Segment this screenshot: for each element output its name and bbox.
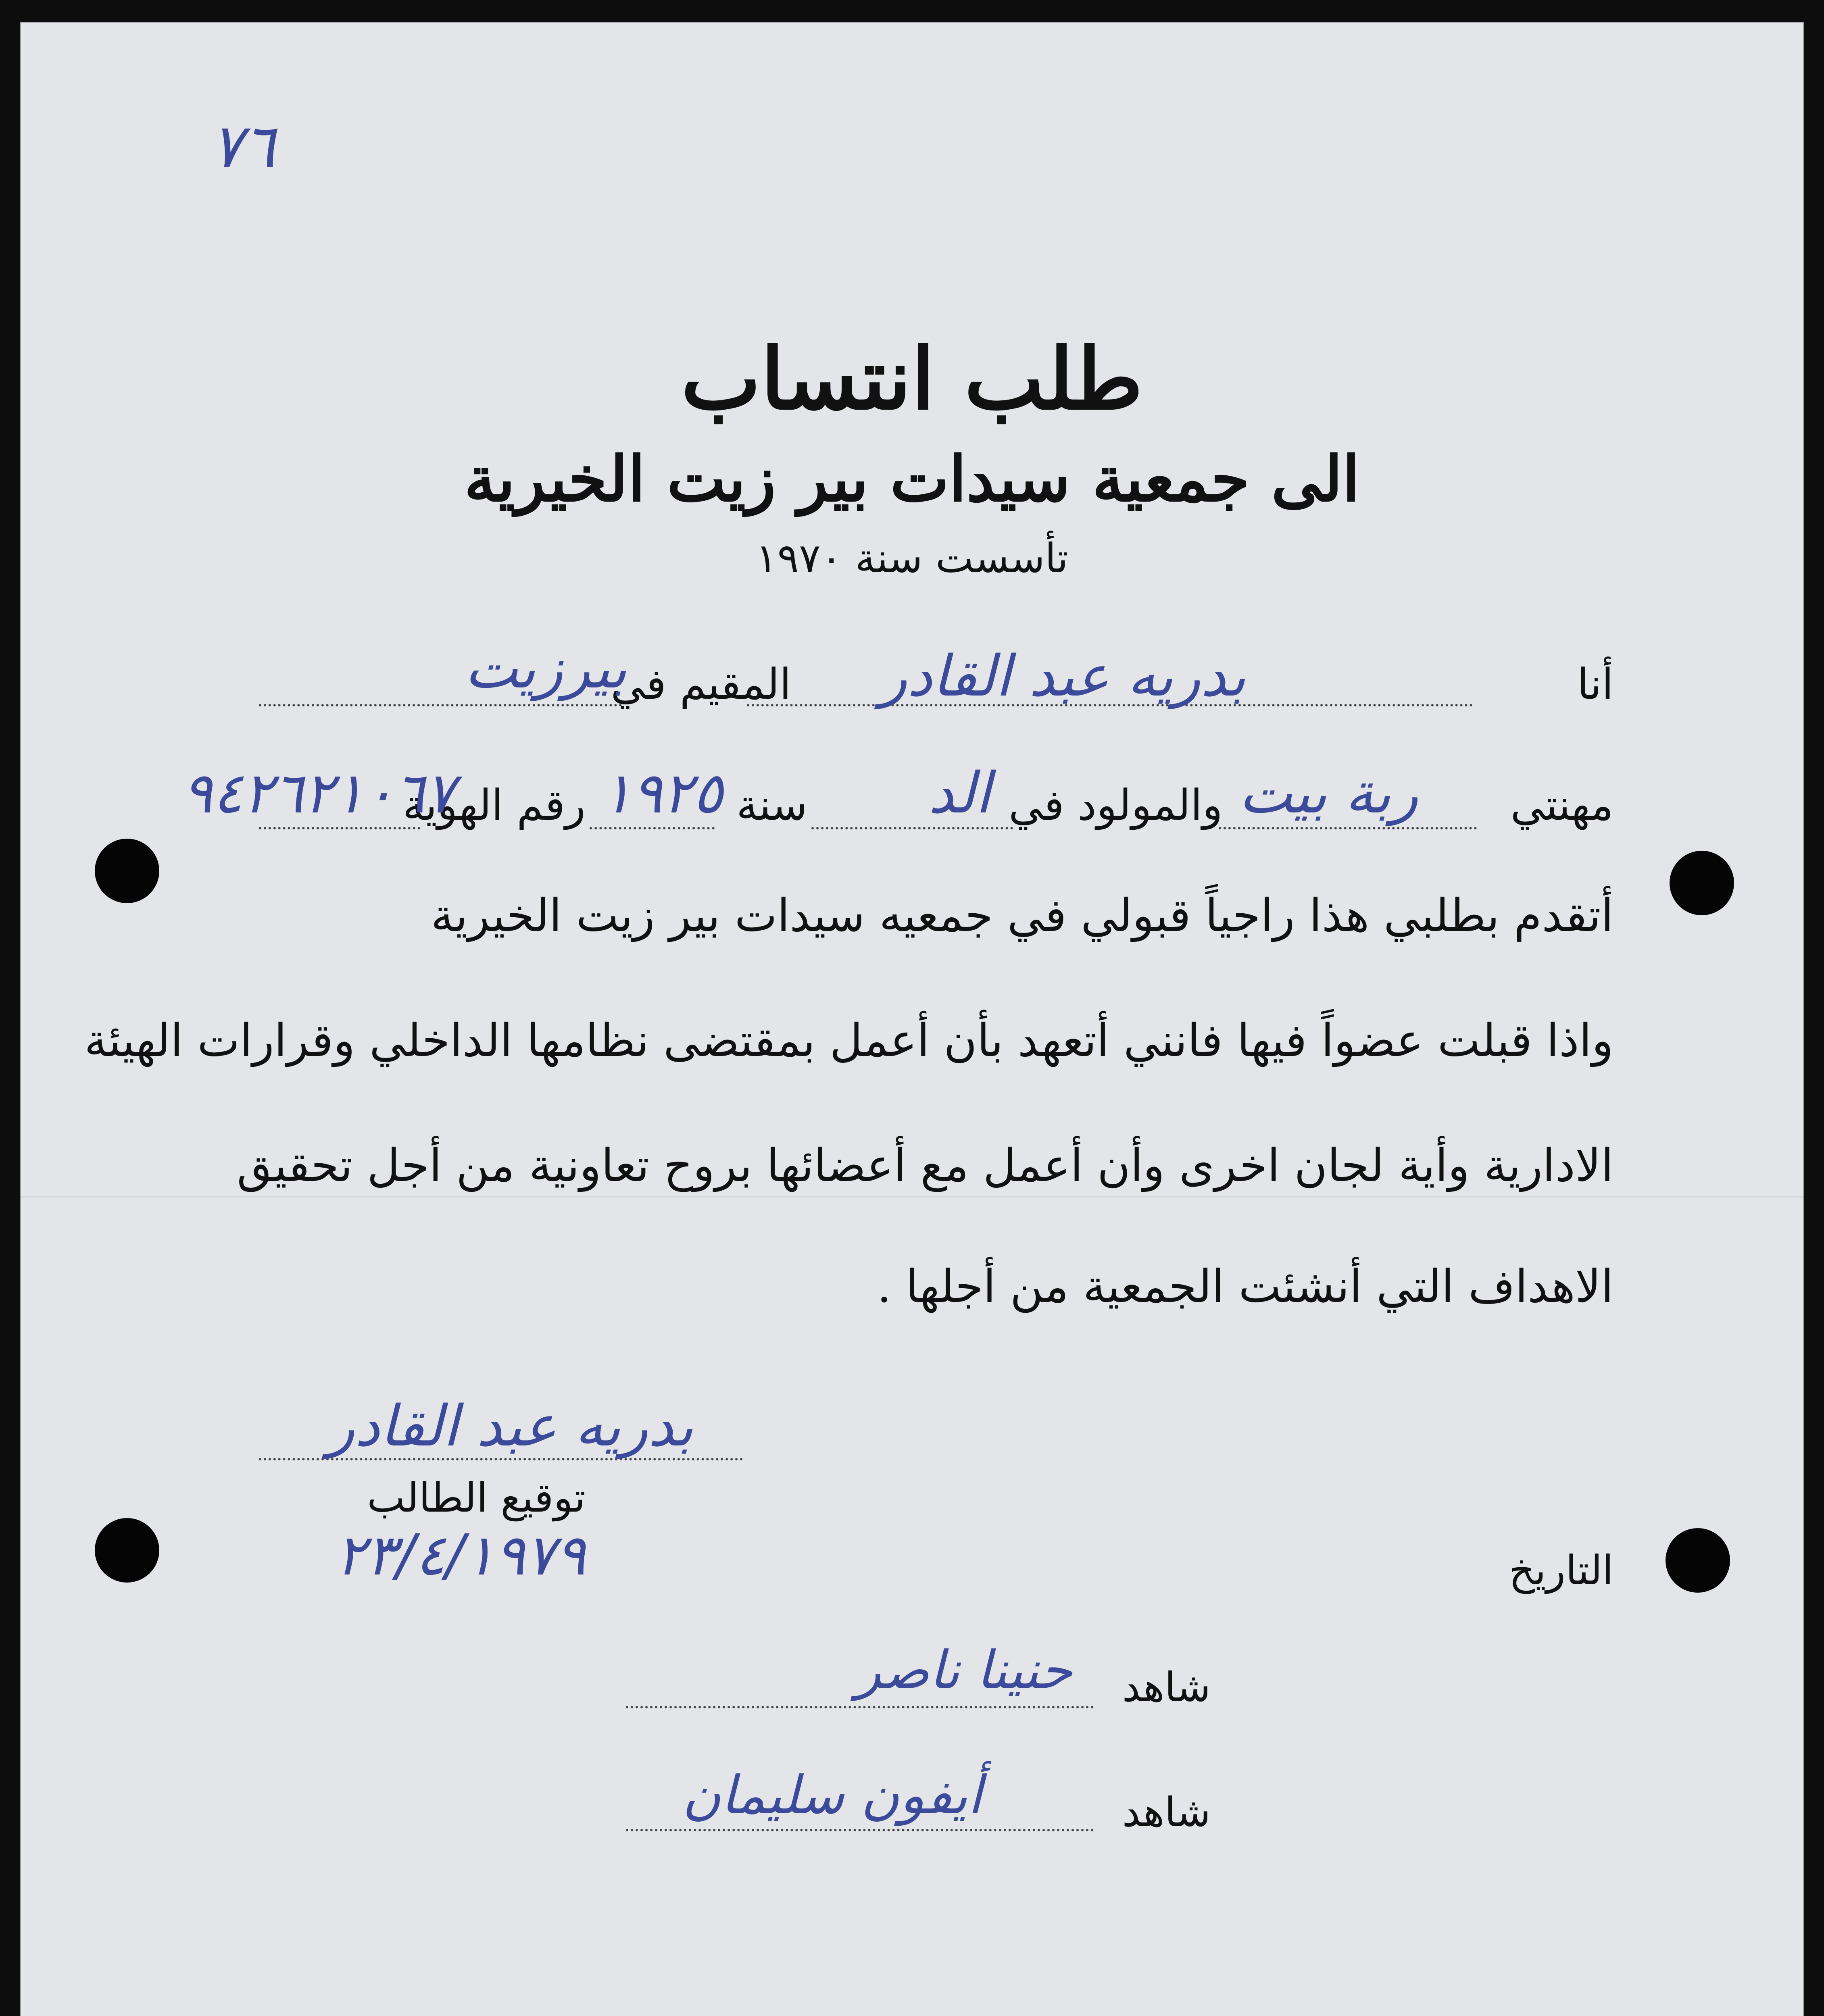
id-label: رقم الهوية xyxy=(402,781,586,830)
page-number: ٧٦ xyxy=(211,111,276,181)
year-label: سنة xyxy=(736,781,807,830)
witness-2-label: شاهد xyxy=(1122,1789,1211,1836)
birthplace-line xyxy=(811,827,1013,829)
date-value: ٢٣/٤/١٩٧٩ xyxy=(336,1522,586,1588)
punch-hole-top-left xyxy=(95,839,159,903)
residence-value: بيرزيت xyxy=(465,635,627,701)
signature-label: توقيع الطالب xyxy=(367,1474,586,1521)
birthyear-line xyxy=(590,827,715,829)
birthplace-value: الد xyxy=(928,760,991,826)
punch-hole-bottom-right xyxy=(1666,1528,1730,1593)
applicant-signature: بدريه عبد القادر xyxy=(327,1393,694,1459)
witness-1-line xyxy=(626,1706,1094,1708)
paper-fold-line xyxy=(21,1196,1803,1198)
date-label: التاريخ xyxy=(1509,1547,1613,1594)
profession-value: ربة بيت xyxy=(1239,760,1418,826)
witness-2-signature: أيفون سليمان xyxy=(682,1764,982,1826)
id-line xyxy=(259,827,420,829)
witness-1-signature: حنينا ناصر xyxy=(856,1639,1072,1701)
witness-1-label: شاهد xyxy=(1122,1664,1211,1711)
founded-year: تأسست سنة ١٩٧٠ xyxy=(755,535,1069,582)
residence-line xyxy=(259,704,622,706)
birthyear-value: ١٩٢٥ xyxy=(602,760,723,826)
application-form-sheet xyxy=(20,22,1804,2016)
id-value: ٩٤٢٦٢١٠٦٧ xyxy=(182,760,455,826)
ana-label: أنا xyxy=(1577,660,1613,709)
form-subtitle: الى جمعية سيدات بير زيت الخيرية xyxy=(464,442,1360,516)
punch-hole-top-right xyxy=(1670,851,1734,915)
punch-hole-bottom-left xyxy=(95,1518,159,1583)
born-label: والمولود في xyxy=(1009,781,1223,830)
body-line-3: الادارية وأية لجان اخرى وأن أعمل مع أعضائها بروح تعاونية من أجل تحقيق xyxy=(237,1139,1613,1192)
resident-label: المقيم في xyxy=(611,660,791,709)
form-title: طلب انتساب xyxy=(681,329,1143,429)
applicant-name: بدريه عبد القادر xyxy=(880,644,1246,709)
body-line-4: الاهداف التي أنشئت الجمعية من أجلها . xyxy=(877,1260,1613,1313)
profession-line xyxy=(1219,827,1477,829)
body-line-2: واذا قبلت عضواً فيها فانني أتعهد بأن أعمل بمقتضى نظامها الداخلي وقرارات الهيئة xyxy=(84,1014,1613,1067)
witness-2-line xyxy=(626,1829,1094,1831)
profession-label: مهنتي xyxy=(1510,781,1613,830)
body-line-1: أتقدم بطلبي هذا راجياً قبولي في جمعيه سيدات بير زيت الخيرية xyxy=(431,889,1613,942)
